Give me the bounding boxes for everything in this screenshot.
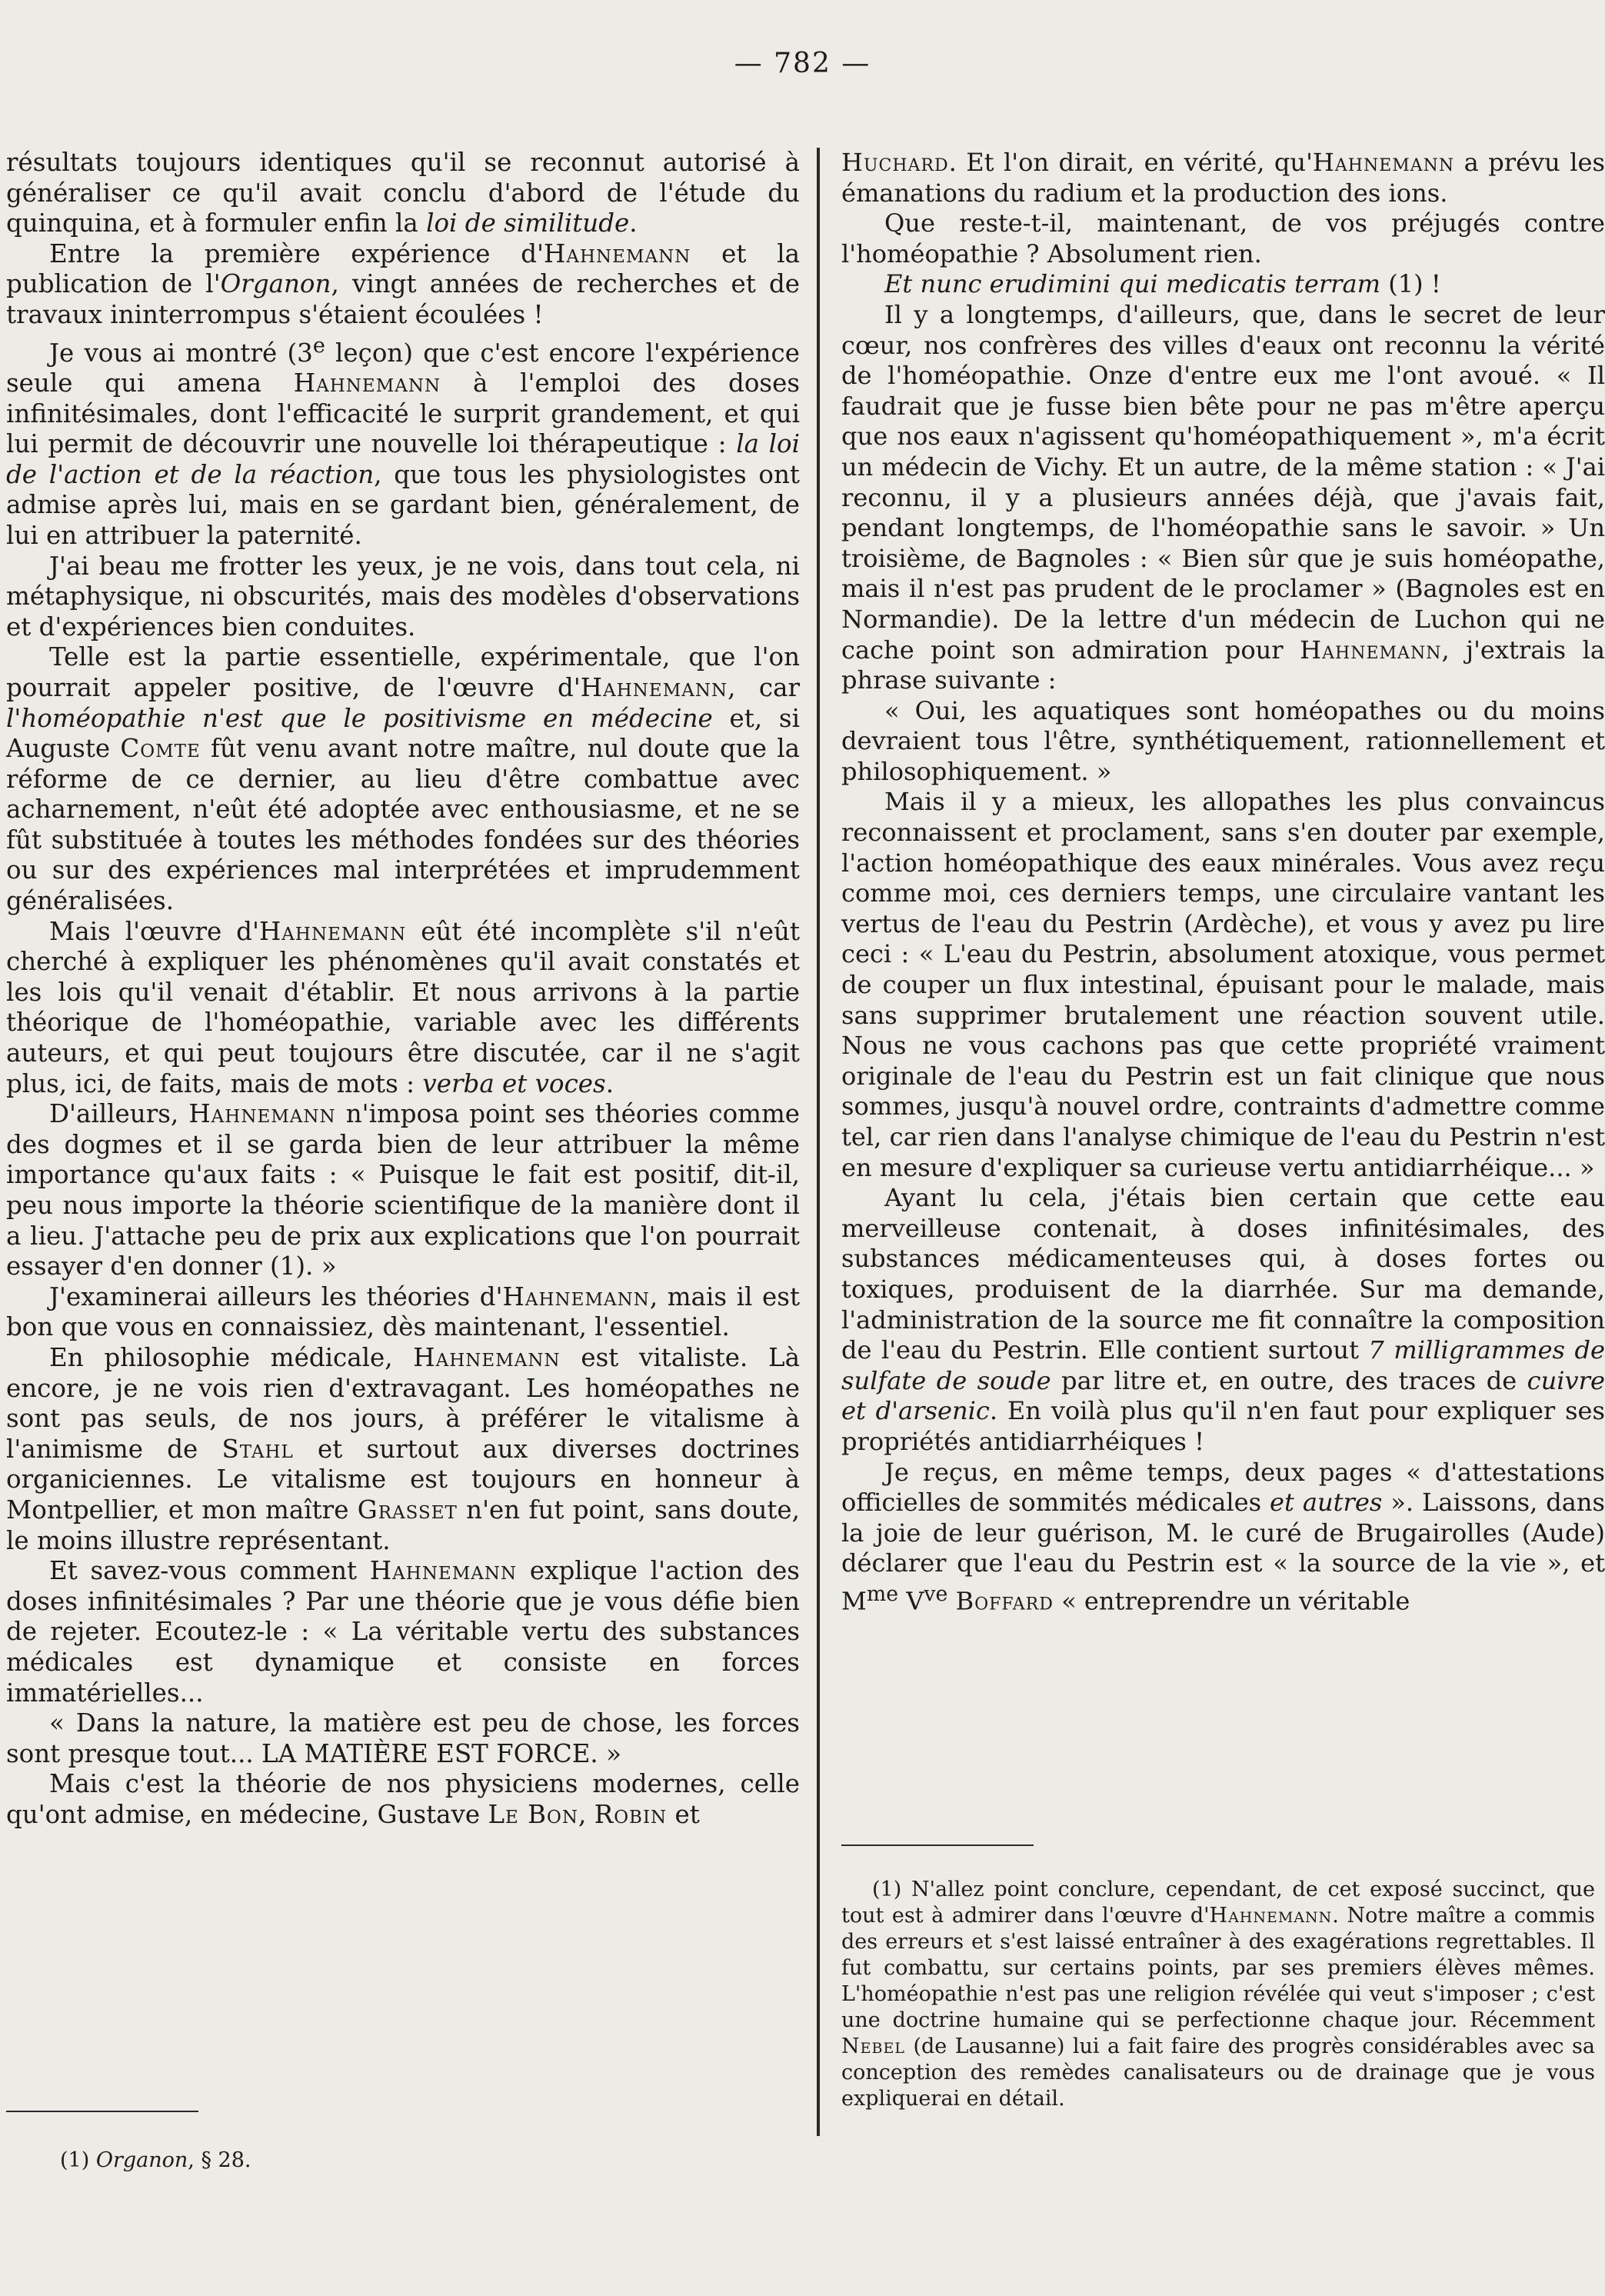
right_column-paragraph: Huchard. Et l'on dirait, en vérité, qu'Hahnemann a prévu les émanations du radium et la production des ions. xyxy=(841,148,1605,208)
left_column-paragraph: D'ailleurs, Hahnemann n'imposa point ses théories comme des dogmes et il se garda bien de leur attribuer la même importance qu'aux faits : « Puisque le fait est positif, dit-il, peu nous importe la théorie scientifique de la manière dont il a lieu. J'attache peu de prix aux explications que l'on pourrait essayer d'en donner (1). » xyxy=(6,1099,801,1281)
left_column-paragraph: En philosophie médicale, Hahnemann est vitaliste. Là encore, je ne vois rien d'extravagant. Les homéopathes ne sont pas seuls, de nos jours, à préférer le vitalisme à l'animisme de Stahl et surtout aux diverses doctrines organiciennes. Le vitalisme est toujours en honneur à Montpellier, et mon maître Grasset n'en fut point, sans doute, le moins illustre représentant. xyxy=(6,1342,800,1555)
page-number: — 782 — xyxy=(734,48,871,79)
right_column-paragraph: Et nunc erudimini qui medicatis terram (1) ! xyxy=(884,269,1441,299)
left_column-paragraph: J'ai beau me frotter les yeux, je ne vois, dans tout cela, ni métaphysique, ni obscurités, mais des modèles d'observations et d'expériences bien conduites. xyxy=(6,551,800,641)
right-column xyxy=(841,148,1605,1617)
right_column-paragraph: Que reste-t-il, maintenant, de vos préjugés contre l'homéopathie ? Absolument rien. xyxy=(841,208,1605,268)
left_column-paragraph: résultats toujours identiques qu'il se reconnut autorisé à généraliser ce qu'il avait conclu d'abord de l'étude du quinquina, et à formuler enfin la loi de similitude. xyxy=(6,148,800,238)
column-divider xyxy=(817,148,820,2136)
footnote-text: (1) Organon, § 28. xyxy=(60,2148,251,2172)
right_column-paragraph: Il y a longtemps, d'ailleurs, que, dans le secret de leur cœur, nos confrères des villes d'eaux ont reconnu la vérité de l'homéopathie. Onze d'entre eux me l'ont avoué. « Il faudrait que je fusse bien bête pour ne pas m'être aperçu que nos eaux n'agissent qu'homéopathiquement », m'a écrit un médecin de Vichy. Et un autre, de la même station : « J'ai reconnu, il y a plusieurs années déjà, que j'avais fait, pendant longtemps, de l'homéopathie sans le savoir. » Un troisième, de Bagnoles : « Bien sûr que je suis homéopathe, mais il n'est pas prudent de le proclamer » (Bagnoles est en Normandie). De la lettre d'un médecin de Luchon qui ne cache point son admiration pour Hahnemann, j'extrais la phrase suivante : xyxy=(841,299,1605,695)
right-footnote xyxy=(841,1877,1595,2112)
left-footnote xyxy=(29,2148,783,2174)
right_column-paragraph: Mais il y a mieux, les allopathes les plus convaincus reconnaissent et proclament, sans s'en douter par exemple, l'action homéopathique des eaux minérales. Vous avez reçu comme moi, ces derniers temps, une circulaire vantant les vertus de l'eau du Pestrin (Ardèche), et vous y avez pu lire ceci : « L'eau du Pestrin, absolument atoxique, vous permet de couper un flux intestinal, épuisant pour le malade, mais sans supprimer brutalement une réaction souvent utile. Nous ne vous cachons pas que cette propriété vraiment originale de l'eau du Pestrin est un fait clinique que nous sommes, jusqu'à nouvel ordre, contraints d'admettre comme tel, car rien dans l'analyse chimique de l'eau du Pestrin n'est en mesure d'expliquer sa curieuse vertu antidiarrhéique... » xyxy=(841,787,1605,1182)
left-column xyxy=(6,148,800,1830)
left_column-paragraph: Je vous ai montré (3e leçon) que c'est encore l'expérience seule qui amena Hahnemann à l'emploi des doses infinitésimales, dont l'efficacité le surprit grandement, et qui lui permit de découvrir une nouvelle loi thérapeutique : la loi de l'action et de la réaction, que tous les physiologistes ont admise après lui, mais en se gardant bien, généralement, de lui en attribuer la paternité. xyxy=(6,333,801,550)
left_column-paragraph: « Dans la nature, la matière est peu de chose, les forces sont presque tout... LA MATIÈRE EST FORCE. » xyxy=(6,1708,800,1768)
footnote-text: (1) N'allez point conclure, cependant, de cet exposé succinct, que tout est à admirer dans l'œuvre d'Hahnemann. Notre maître a commis des erreurs et s'est laissé entraîner à des exagérations regrettables. Il fut combattu, sur certains points, par ses premiers élèves mêmes. L'homéopathie n'est pas une religion révélée qui veut s'imposer ; c'est une doctrine humaine qui se perfectionne chaque jour. Récemment Nebel (de Lausanne) lui a fait faire des progrès considérables avec sa conception des remèdes canalisateurs ou de drainage que je vous expliquerai en détail. xyxy=(841,1878,1595,2111)
right_column-paragraph: « Oui, les aquatiques sont homéopathes ou du moins devraient tous l'être, synthétiquement, rationnellement et philosophiquement. » xyxy=(841,695,1605,786)
left_column-paragraph: Et savez-vous comment Hahnemann explique l'action des doses infinitésimales ? Par une théorie que je vous défie bien de rejeter. Ecoutez-le : « La véritable vertu des substances médicales est dynamique et consiste en forces immatérielles... xyxy=(6,1556,800,1708)
left_column-paragraph: Mais c'est la théorie de nos physiciens modernes, celle qu'ont admise, en médecine, Gustave Le Bon, Robin et xyxy=(6,1769,800,1829)
right_column-paragraph: Je reçus, en même temps, deux pages « d'attestations officielles de sommités médicales et autres ». Laissons, dans la joie de leur guérison, M. le curé de Brugairolles (Aude) déclarer que l'eau du Pestrin est « la source de la vie », et $M^{me}$ $V^{ve}$ Boffard « entreprendre un véritable xyxy=(841,1457,1605,1616)
left_column-paragraph: Mais l'œuvre d'Hahnemann eût été incomplète s'il n'eût cherché à expliquer les phénomènes qu'il avait constatés et les lois qu'il venait d'établir. Et nous arrivons à la partie théorique de l'homéopathie, variable avec les différents auteurs, et qui peut toujours être discutée, car il ne s'agit plus, ici, de faits, mais de mots : verba et voces. xyxy=(6,916,800,1098)
right_column-paragraph: Ayant lu cela, j'étais bien certain que cette eau merveilleuse contenait, à doses infinitésimales, des substances médicamenteuses qui, à doses fortes ou toxiques, produisent de la diarrhée. Sur ma demande, l'administration de la source me fit connaître la composition de l'eau du Pestrin. Elle contient surtout 7 milligrammes de sulfate de soude par litre et, en outre, des traces de cuivre et d'arsenic. En voilà plus qu'il n'en faut pour expliquer ses propriétés antidiarrhéiques ! xyxy=(841,1183,1605,1456)
right-footnote-rule xyxy=(841,1844,1034,1846)
left_column-paragraph: Entre la première expérience d'Hahnemann et la publication de l'Organon, vingt années de recherches et de travaux ininterrompus s'étaient écoulées ! xyxy=(6,238,801,329)
left-footnote-rule xyxy=(6,2111,198,2112)
left_column-paragraph: Telle est la partie essentielle, expérimentale, que l'on pourrait appeler positive, de l'œuvre d'Hahnemann, car l'homéopathie n'est que le positivisme en médecine et, si Auguste Comte fût venu avant notre maître, nul doute que la réforme de ce dernier, au lieu d'être combattue avec acharnement, n'eût été adoptée avec enthousiasme, et ne se fût substituée à toutes les méthodes fondées sur des théories ou sur des expériences mal interprétées et imprudemment généralisées. xyxy=(6,642,801,916)
left_column-paragraph: J'examinerai ailleurs les théories d'Hahnemann, mais il est bon que vous en connaissiez, dès maintenant, l'essentiel. xyxy=(6,1281,800,1342)
